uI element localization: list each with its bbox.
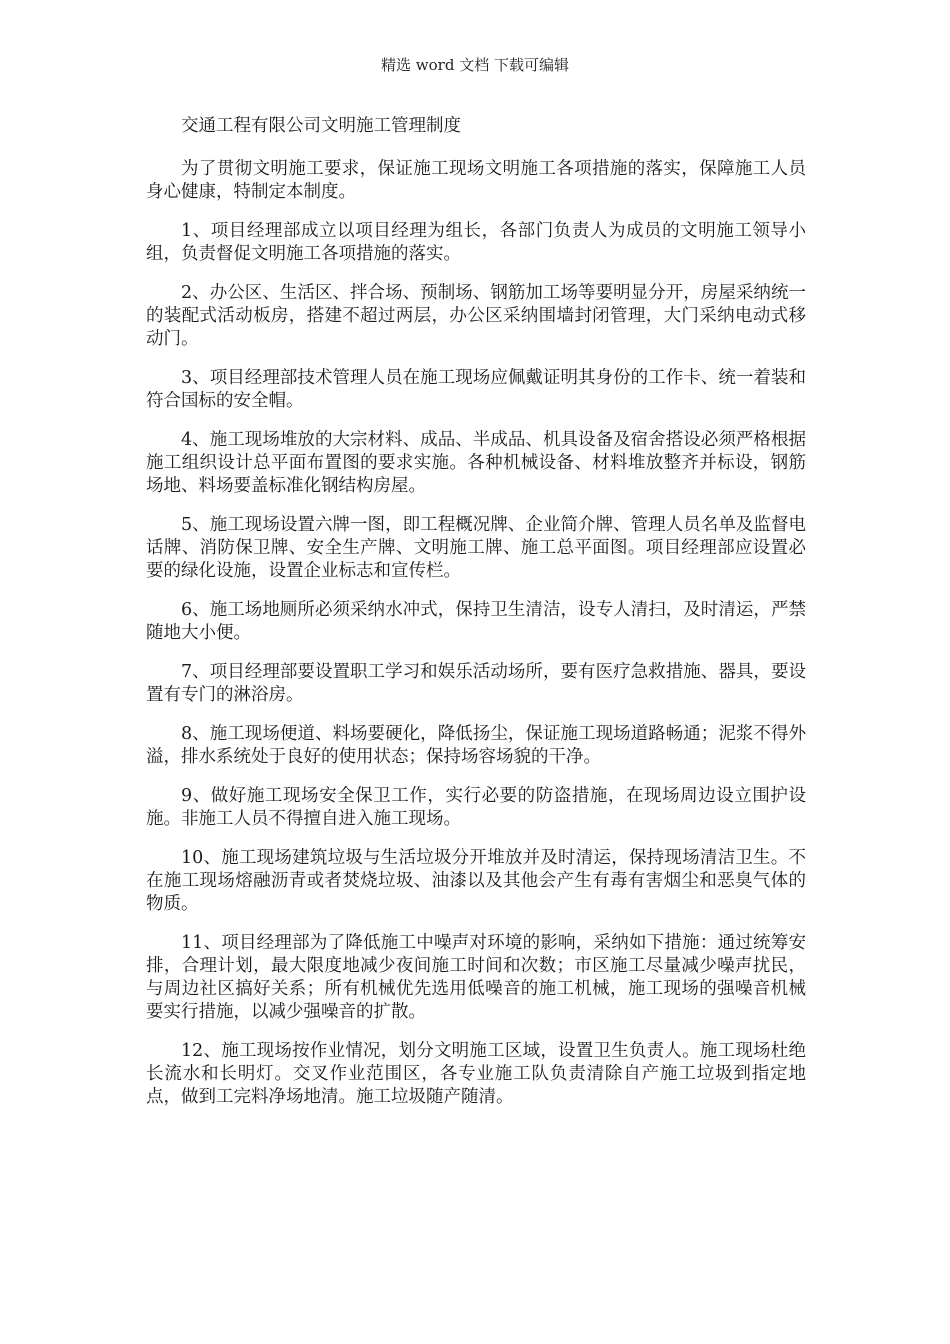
clause-paragraph: 2、办公区、生活区、拌合场、预制场、钢筋加工场等要明显分开，房屋采纳统一的装配式活动板房，搭建不超过两层，办公区采纳围墙封闭管理，大门采纳电动式移动门。 <box>146 283 806 349</box>
clause-paragraph: 3、项目经理部技术管理人员在施工现场应佩戴证明其身份的工作卡、统一着装和符合国标的安全帽。 <box>146 368 806 411</box>
clause-paragraph: 6、施工场地厕所必须采纳水冲式，保持卫生清洁，设专人清扫，及时清运，严禁随地大小便。 <box>146 600 806 643</box>
page-header: 精选 word 文档 下载可编辑 <box>381 56 569 74</box>
clause-paragraph: 9、做好施工现场安全保卫工作，实行必要的防盗措施，在现场周边设立围护设施。非施工人员不得擅自进入施工现场。 <box>146 786 806 829</box>
clause-paragraph: 7、项目经理部要设置职工学习和娱乐活动场所，要有医疗急救措施、器具，要设置有专门的淋浴房。 <box>146 662 806 705</box>
clause-paragraph: 1、项目经理部成立以项目经理为组长，各部门负责人为成员的文明施工领导小组，负责督促文明施工各项措施的落实。 <box>146 221 806 264</box>
clause-paragraph: 4、施工现场堆放的大宗材料、成品、半成品、机具设备及宿舍搭设必须严格根据施工组织设计总平面布置图的要求实施。各种机械设备、材料堆放整齐并标设，钢筋场地、料场要盖标准化钢结构房屋。 <box>146 430 806 496</box>
clause-paragraph: 10、施工现场建筑垃圾与生活垃圾分开堆放并及时清运，保持现场清洁卫生。不在施工现场熔融沥青或者焚烧垃圾、油漆以及其他会产生有毒有害烟尘和恶臭气体的物质。 <box>146 848 806 914</box>
clause-paragraph: 5、施工现场设置六牌一图，即工程概况牌、企业简介牌、管理人员名单及监督电话牌、消防保卫牌、安全生产牌、文明施工牌、施工总平面图。项目经理部应设置必要的绿化设施，设置企业标志和宣传栏。 <box>146 515 806 581</box>
clause-paragraph: 11、项目经理部为了降低施工中噪声对环境的影响，采纳如下措施：通过统筹安排，合理计划，最大限度地减少夜间施工时间和次数；市区施工尽量减少噪声扰民，与周边社区搞好关系；所有机械优先选用低噪音的施工机械，施工现场的强噪音机械要实行措施，以减少强噪音的扩散。 <box>146 933 806 1022</box>
document-title: 交通工程有限公司文明施工管理制度 <box>181 116 461 136</box>
intro-paragraph: 为了贯彻文明施工要求，保证施工现场文明施工各项措施的落实，保障施工人员身心健康，特制定本制度。 <box>146 159 806 202</box>
clause-paragraph: 12、施工现场按作业情况，划分文明施工区域，设置卫生负责人。施工现场杜绝长流水和长明灯。交叉作业范围区，各专业施工队负责清除自产施工垃圾到指定地点，做到工完料净场地清。施工垃圾随产随清。 <box>146 1041 806 1107</box>
document-body <box>146 114 806 1109</box>
clause-paragraph: 8、施工现场便道、料场要硬化，降低扬尘，保证施工现场道路畅通；泥浆不得外溢，排水系统处于良好的使用状态；保持场容场貌的干净。 <box>146 724 806 767</box>
